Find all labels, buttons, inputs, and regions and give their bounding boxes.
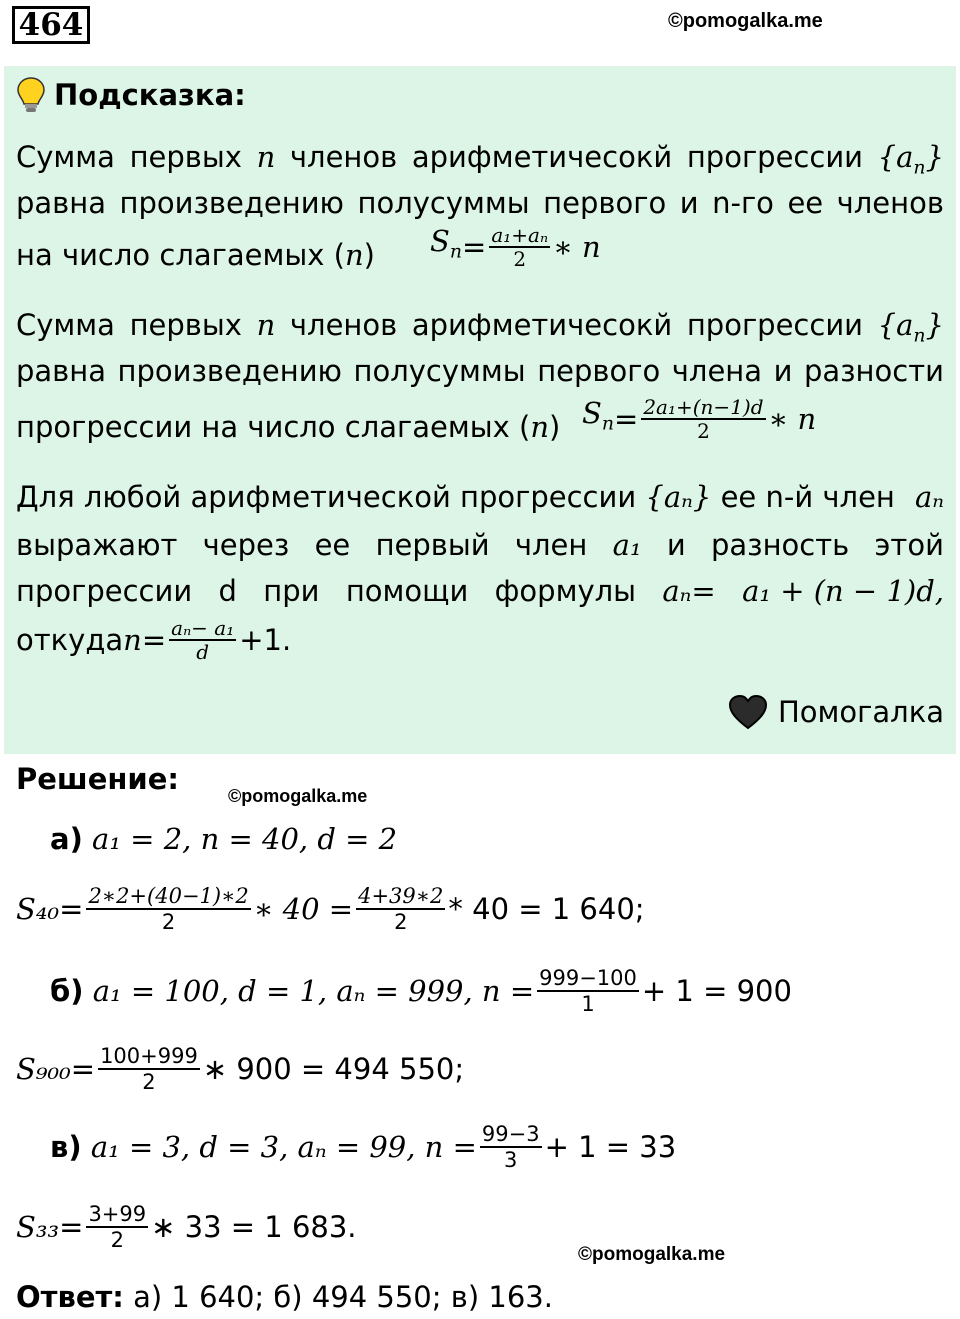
solution-c-sum: S₃₃ = $\frac{3+99}{2}$ ∗ 33 = 1 683.	[16, 1202, 357, 1252]
hint-title-text: Подсказка:	[54, 78, 246, 112]
word: арифметичесокй	[411, 140, 673, 174]
word: первых	[129, 140, 242, 174]
word: прогрессии	[686, 140, 864, 174]
hint-p2-formula: $S_n$ = $\frac{\text{2a₁+(n−1)d}}{2}$ ∗ n	[582, 395, 817, 443]
hint-p3-an: aₙ	[914, 480, 944, 514]
solution-b-sum: S₉₀₀ = $\frac{100+999}{2}$ ∗ 900 = 494 550;	[16, 1044, 465, 1094]
hint-p3-line4: откуда n = $\frac{\text{aₙ− a₁}}{d}$ +1.	[16, 616, 292, 664]
word: ее	[787, 186, 824, 220]
word: произведению	[119, 186, 344, 220]
word: членов	[836, 186, 944, 220]
word: n-го	[712, 186, 774, 220]
watermark-bottom: ©pomogalka.me	[578, 1244, 726, 1265]
brand	[728, 694, 944, 730]
solution-c-condition: в) a₁ = 3, d = 3, aₙ = 99, n = $\frac{99-3}{3}$ + 1 = 33	[50, 1122, 677, 1172]
fraction: $\frac{\text{aₙ− a₁}}{d}$	[171, 616, 235, 664]
hint-p3-line3: прогрессии d при помощи формулы aₙ= a₁ + (n − 1)d,	[16, 574, 944, 608]
watermark-mid: ©pomogalka.me	[228, 786, 368, 806]
heart-icon	[728, 694, 768, 730]
fraction: $\frac{999-100}{1}$	[539, 966, 637, 1016]
word: равна	[16, 186, 107, 220]
hint-title	[16, 76, 246, 114]
fraction: $\frac{100+999}{2}$	[100, 1044, 198, 1094]
word: и	[679, 186, 699, 220]
solution-a-condition: а) a₁ = 2, n = 40, d = 2	[50, 822, 398, 856]
word: первого	[543, 186, 667, 220]
fraction: $\frac{\text{a₁+aₙ}}{2}$	[491, 223, 549, 271]
var-n: n	[256, 140, 276, 174]
hint-p3-line2: выражают через ее первый член a₁ и разность этой	[16, 528, 944, 562]
fraction: $\frac{4+39∗2}{2}$	[358, 884, 444, 934]
fraction: $\frac{2∗2+(40-1)∗2}{2}$	[88, 884, 249, 934]
hint-p1-line1	[16, 140, 944, 186]
solution-a-sum: S₄₀ = $\frac{2∗2+(40-1)∗2}{2}$ ∗ 40 = $\frac{4+39∗2}{2}$ * 40 = 1 640;	[16, 884, 645, 934]
hint-p2-line1: Сумма первых n членов арифметичесокй прогрессии $\{a_n\}$	[16, 308, 944, 347]
word: полусуммы	[357, 186, 530, 220]
solution-b-condition: б) a₁ = 100, d = 1, aₙ = 999, n = $\frac{999-100}{1}$ + 1 = 900	[50, 966, 792, 1016]
set-an: $\{a_n\}$	[877, 140, 944, 179]
hint-p1-line2	[16, 186, 944, 220]
fraction: $\frac{3+99}{2}$	[88, 1202, 147, 1252]
solution-title: Решение:	[16, 762, 180, 796]
hint-p2-line3: прогрессии на число слагаемых (n)	[16, 410, 561, 444]
hint-p2-line2: равна произведению полусуммы первого члена и разности	[16, 354, 944, 388]
task-number: 464	[12, 6, 90, 44]
brand-name: Помогалка	[778, 695, 944, 729]
hint-p1-formula: $S_n$ = $\frac{\text{a₁+aₙ}}{2}$ ∗ n	[430, 223, 601, 271]
hint-p3-line1: Для любой арифметической прогрессии {aₙ} ее n-й член	[16, 480, 895, 514]
fraction: $\frac{\text{2a₁+(n−1)d}}{2}$	[643, 395, 764, 443]
lightbulb-icon	[16, 76, 46, 114]
word: Сумма	[16, 140, 115, 174]
answer: Ответ: а) 1 640; б) 494 550; в) 163.	[16, 1280, 553, 1314]
watermark-top: ©pomogalka.me	[668, 10, 823, 32]
word: членов	[289, 140, 398, 174]
fraction: $\frac{99-3}{3}$	[481, 1122, 540, 1172]
hint-p1-line3: на число слагаемых (n)	[16, 238, 375, 272]
